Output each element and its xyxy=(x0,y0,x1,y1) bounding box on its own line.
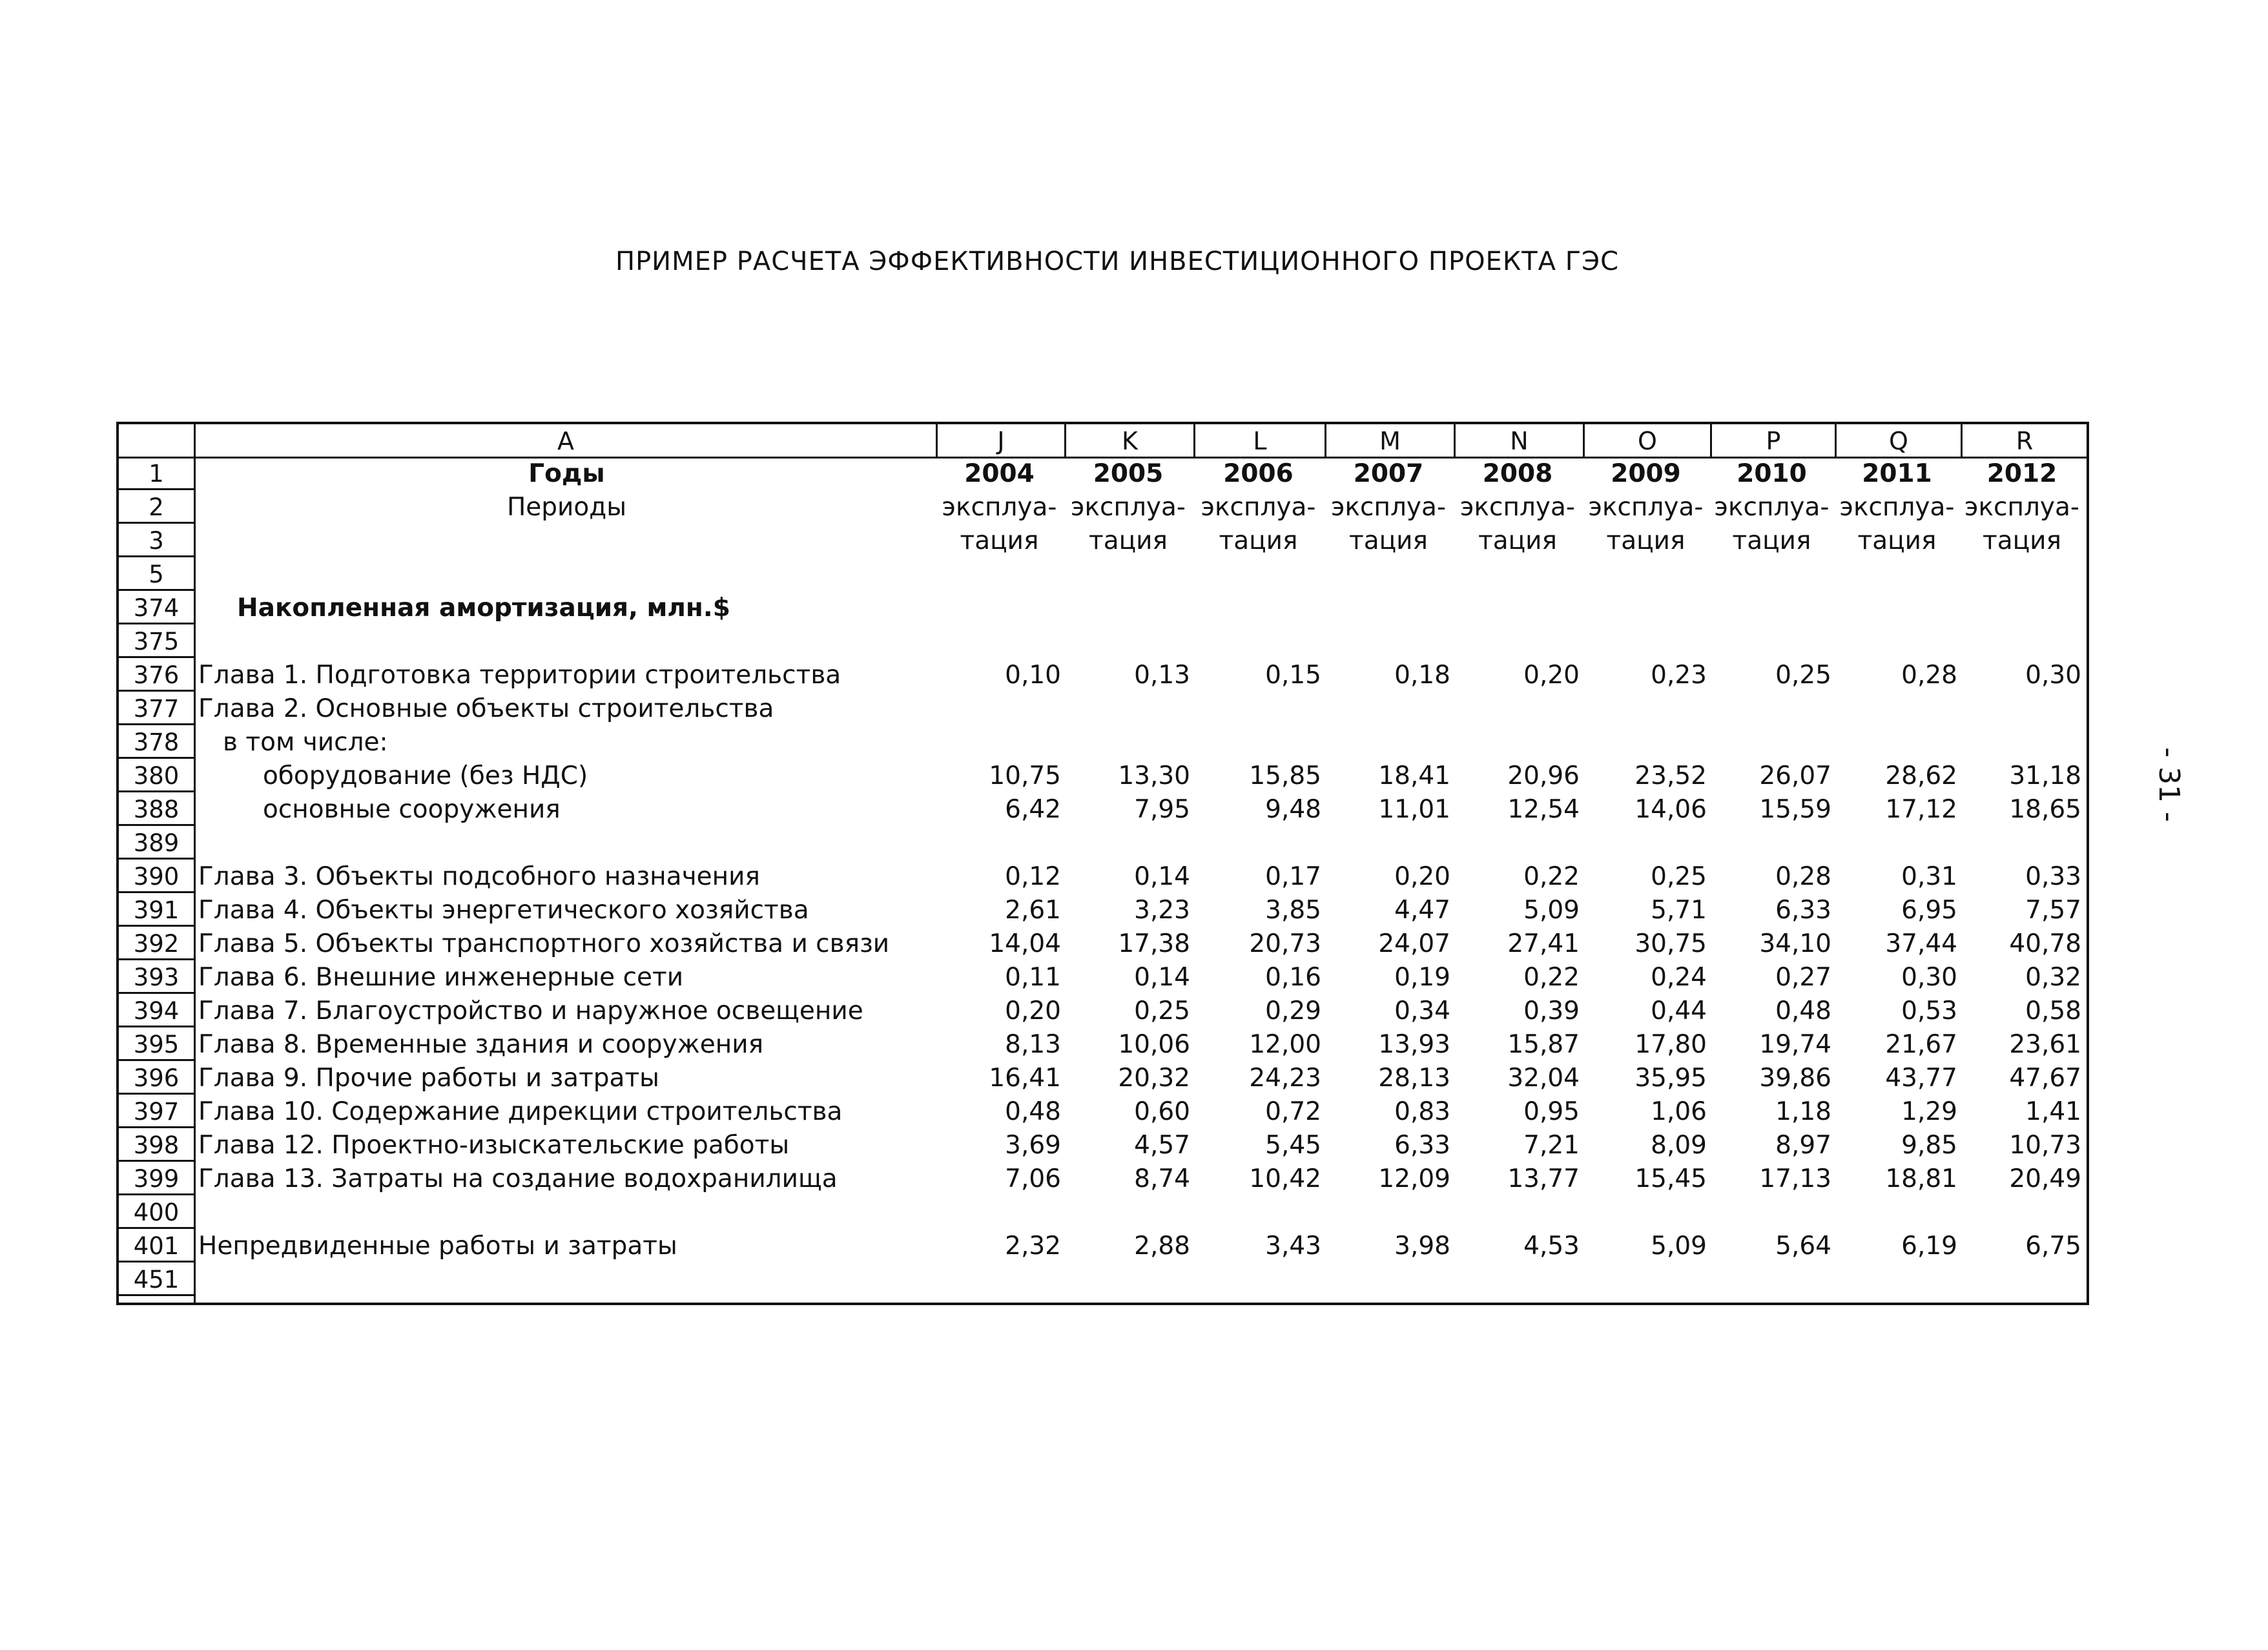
value-cell: тация xyxy=(1857,526,1937,555)
value-cell: 2008 xyxy=(1482,459,1553,488)
row-number[interactable]: 401 xyxy=(119,1229,194,1263)
value-cell: 30,75 xyxy=(1634,929,1707,958)
value-cell: 12,09 xyxy=(1378,1164,1450,1193)
table-row xyxy=(196,960,2087,994)
value-cell: тация xyxy=(1349,526,1428,555)
value-cell: 0,53 xyxy=(1901,996,1957,1026)
row-number-column xyxy=(119,457,196,1303)
column-header-q[interactable]: Q xyxy=(1837,424,1963,457)
value-cell: 18,81 xyxy=(1885,1164,1957,1193)
value-cell: 6,19 xyxy=(1901,1232,1957,1261)
value-cell: 0,28 xyxy=(1775,862,1831,891)
value-cell: 8,13 xyxy=(1005,1030,1061,1059)
value-cell: 2,32 xyxy=(1005,1232,1061,1261)
value-cell: 0,32 xyxy=(2025,963,2081,992)
value-cell: эксплуа- xyxy=(1839,493,1955,522)
row-number[interactable]: 388 xyxy=(119,792,194,826)
value-cell: тация xyxy=(1478,526,1557,555)
value-cell: 0,19 xyxy=(1394,963,1450,992)
value-cell: 3,23 xyxy=(1134,896,1190,925)
value-cell: эксплуа- xyxy=(1071,493,1186,522)
row-number[interactable]: 5 xyxy=(119,557,194,591)
row-label: оборудование (без НДС) xyxy=(263,761,588,790)
value-cell: 0,15 xyxy=(1265,661,1321,690)
value-cell: 6,33 xyxy=(1775,896,1831,925)
table-row xyxy=(196,1027,2087,1061)
value-cell: 19,74 xyxy=(1759,1030,1831,1059)
periods-label: Периоды xyxy=(506,493,627,522)
value-cell: 0,12 xyxy=(1005,862,1061,891)
table-row xyxy=(196,1095,2087,1128)
value-cell: 0,11 xyxy=(1005,963,1061,992)
spreadsheet-table xyxy=(116,422,2089,1305)
value-cell: 21,67 xyxy=(1885,1030,1957,1059)
value-cell: 13,30 xyxy=(1118,761,1190,790)
row-label: Непредвиденные работы и затраты xyxy=(198,1232,677,1261)
value-cell: 0,20 xyxy=(1394,862,1450,891)
value-cell: 0,28 xyxy=(1901,661,1957,690)
row-number[interactable]: 380 xyxy=(119,759,194,792)
row-label: Глава 7. Благоустройство и наружное освещение xyxy=(198,996,863,1026)
value-cell: 0,95 xyxy=(1523,1097,1580,1126)
value-cell: 0,14 xyxy=(1134,862,1190,891)
value-cell: 0,31 xyxy=(1901,862,1957,891)
value-cell: 0,30 xyxy=(2025,661,2081,690)
value-cell: 8,97 xyxy=(1775,1131,1831,1160)
column-header-l[interactable]: L xyxy=(1195,424,1326,457)
row-number[interactable]: 392 xyxy=(119,927,194,960)
row-number[interactable]: 391 xyxy=(119,893,194,927)
row-number[interactable]: 393 xyxy=(119,960,194,994)
value-cell: 10,75 xyxy=(989,761,1061,790)
value-cell: 1,41 xyxy=(2025,1097,2081,1126)
row-number[interactable]: 398 xyxy=(119,1128,194,1162)
table-row xyxy=(196,692,2087,725)
value-cell: 5,64 xyxy=(1775,1232,1831,1261)
row-label: Глава 2. Основные объекты строительства xyxy=(198,694,774,723)
value-cell: 3,69 xyxy=(1005,1131,1061,1160)
value-cell: 12,54 xyxy=(1507,795,1580,824)
value-cell: 0,48 xyxy=(1775,996,1831,1026)
value-cell: 34,10 xyxy=(1759,929,1831,958)
value-cell: 20,96 xyxy=(1507,761,1580,790)
value-cell: 4,47 xyxy=(1394,896,1450,925)
value-cell: 0,20 xyxy=(1523,661,1580,690)
value-cell: 7,57 xyxy=(2025,896,2081,925)
table-row xyxy=(196,658,2087,692)
value-cell: 8,09 xyxy=(1651,1131,1707,1160)
row-number[interactable]: 390 xyxy=(119,860,194,893)
value-cell: 16,41 xyxy=(989,1064,1061,1093)
value-cell: 0,58 xyxy=(2025,996,2081,1026)
value-cell: 5,09 xyxy=(1651,1232,1707,1261)
value-cell: 10,73 xyxy=(2009,1131,2081,1160)
value-cell: эксплуа- xyxy=(1331,493,1446,522)
value-cell: 12,00 xyxy=(1249,1030,1321,1059)
column-header-p[interactable]: P xyxy=(1712,424,1837,457)
table-row xyxy=(196,1162,2087,1195)
value-cell: 0,83 xyxy=(1394,1097,1450,1126)
value-cell: 0,24 xyxy=(1651,963,1707,992)
row-label: Глава 10. Содержание дирекции строительства xyxy=(198,1097,843,1126)
value-cell: 15,85 xyxy=(1249,761,1321,790)
row-label: Глава 4. Объекты энергетического хозяйства xyxy=(198,896,809,925)
periods-row-continued xyxy=(196,524,2087,557)
column-header-o[interactable]: O xyxy=(1585,424,1712,457)
value-cell: 47,67 xyxy=(2009,1064,2081,1093)
value-cell: 0,17 xyxy=(1265,862,1321,891)
column-header-n[interactable]: N xyxy=(1456,424,1585,457)
value-cell: 2007 xyxy=(1353,459,1424,488)
row-label: Глава 1. Подготовка территории строительства xyxy=(198,661,841,690)
value-cell: 27,41 xyxy=(1507,929,1580,958)
column-header-r[interactable]: R xyxy=(2015,427,2034,455)
value-cell: тация xyxy=(1606,526,1686,555)
value-cell: 23,61 xyxy=(2009,1030,2081,1059)
value-cell: 2005 xyxy=(1093,459,1164,488)
value-cell: 0,25 xyxy=(1651,862,1707,891)
row-label: Глава 6. Внешние инженерные сети xyxy=(198,963,684,992)
value-cell: 17,13 xyxy=(1759,1164,1831,1193)
value-cell: 0,33 xyxy=(2025,862,2081,891)
value-cell: 0,48 xyxy=(1005,1097,1061,1126)
row-label: Глава 13. Затраты на создание водохранилища xyxy=(198,1164,838,1193)
value-cell: 40,78 xyxy=(2009,929,2081,958)
row-number[interactable]: 1 xyxy=(119,457,194,490)
column-header-m[interactable]: M xyxy=(1326,424,1456,457)
value-cell: 0,60 xyxy=(1134,1097,1190,1126)
value-cell: 15,87 xyxy=(1507,1030,1580,1059)
value-cell: 39,86 xyxy=(1759,1064,1831,1093)
value-cell: 0,23 xyxy=(1651,661,1707,690)
value-cell: 0,39 xyxy=(1523,996,1580,1026)
row-number[interactable]: 378 xyxy=(119,725,194,759)
years-row xyxy=(196,457,2087,490)
value-cell: 0,13 xyxy=(1134,661,1190,690)
row-number[interactable]: 377 xyxy=(119,692,194,725)
value-cell: 18,65 xyxy=(2009,795,2081,824)
table-row xyxy=(196,927,2087,960)
column-header-k[interactable]: K xyxy=(1066,424,1195,457)
periods-row xyxy=(196,490,2087,524)
value-cell: 2012 xyxy=(1986,459,2057,488)
value-cell: 0,18 xyxy=(1394,661,1450,690)
value-cell: 0,72 xyxy=(1265,1097,1321,1126)
page-number: - 31 - xyxy=(2152,747,2185,822)
value-cell: 31,18 xyxy=(2009,761,2081,790)
table-row xyxy=(196,792,2087,826)
value-cell: 4,53 xyxy=(1523,1232,1580,1261)
value-cell: 0,34 xyxy=(1394,996,1450,1026)
value-cell: 43,77 xyxy=(1885,1064,1957,1093)
value-cell: 15,59 xyxy=(1759,795,1831,824)
value-cell: 0,16 xyxy=(1265,963,1321,992)
value-cell: 20,49 xyxy=(2009,1164,2081,1193)
value-cell: 14,04 xyxy=(989,929,1061,958)
value-cell: 0,27 xyxy=(1775,963,1831,992)
value-cell: 6,75 xyxy=(2025,1232,2081,1261)
value-cell: 3,43 xyxy=(1265,1232,1321,1261)
row-number[interactable]: 3 xyxy=(119,524,194,557)
value-cell: 14,06 xyxy=(1634,795,1707,824)
row-number[interactable]: 389 xyxy=(119,826,194,860)
value-cell: 5,09 xyxy=(1523,896,1580,925)
value-cell: тация xyxy=(1219,526,1298,555)
value-cell: 2004 xyxy=(964,459,1035,488)
value-cell: 7,21 xyxy=(1523,1131,1580,1160)
value-cell: 6,95 xyxy=(1901,896,1957,925)
value-cell: 5,71 xyxy=(1651,896,1707,925)
value-cell: 2011 xyxy=(1862,459,1932,488)
value-cell: 0,22 xyxy=(1523,963,1580,992)
column-header-a[interactable]: A xyxy=(196,424,938,457)
value-cell: 2006 xyxy=(1223,459,1294,488)
row-number[interactable]: 396 xyxy=(119,1061,194,1095)
row-number[interactable]: 399 xyxy=(119,1162,194,1195)
table-row xyxy=(196,759,2087,792)
value-cell: тация xyxy=(1732,526,1811,555)
row-number[interactable]: 374 xyxy=(119,591,194,624)
value-cell: 24,07 xyxy=(1378,929,1450,958)
value-cell: 28,13 xyxy=(1378,1064,1450,1093)
row-number[interactable]: 2 xyxy=(119,490,194,524)
value-cell: 10,06 xyxy=(1118,1030,1190,1059)
value-cell: 13,93 xyxy=(1378,1030,1450,1059)
value-cell: 24,23 xyxy=(1249,1064,1321,1093)
row-number[interactable]: 394 xyxy=(119,994,194,1027)
value-cell: 6,33 xyxy=(1394,1131,1450,1160)
value-cell: 8,74 xyxy=(1134,1164,1190,1193)
table-row xyxy=(196,1128,2087,1162)
value-cell: 9,48 xyxy=(1265,795,1321,824)
value-cell: 17,38 xyxy=(1118,929,1190,958)
value-cell: эксплуа- xyxy=(1460,493,1575,522)
value-cell: 11,01 xyxy=(1378,795,1450,824)
value-cell: 37,44 xyxy=(1885,929,1957,958)
value-cell: 7,95 xyxy=(1134,795,1190,824)
value-cell: 20,73 xyxy=(1249,929,1321,958)
value-cell: 13,77 xyxy=(1507,1164,1580,1193)
row-number[interactable]: 397 xyxy=(119,1095,194,1128)
value-cell: 0,44 xyxy=(1651,996,1707,1026)
row-number[interactable]: 376 xyxy=(119,658,194,692)
value-cell: тация xyxy=(1089,526,1168,555)
value-cell: 2,88 xyxy=(1134,1232,1190,1261)
value-cell: 7,06 xyxy=(1005,1164,1061,1193)
row-label: Глава 8. Временные здания и сооружения xyxy=(198,1030,764,1059)
value-cell: 1,06 xyxy=(1651,1097,1707,1126)
row-label: Глава 9. Прочие работы и затраты xyxy=(198,1064,659,1093)
value-cell: 0,20 xyxy=(1005,996,1061,1026)
value-cell: 1,29 xyxy=(1901,1097,1957,1126)
value-cell: 15,45 xyxy=(1634,1164,1707,1193)
value-cell: 26,07 xyxy=(1759,761,1831,790)
table-row xyxy=(196,860,2087,893)
value-cell: 4,57 xyxy=(1134,1131,1190,1160)
value-cell: 10,42 xyxy=(1249,1164,1321,1193)
value-cell: 23,52 xyxy=(1634,761,1707,790)
table-row xyxy=(196,1229,2087,1263)
table-row xyxy=(196,994,2087,1027)
section-title: Накопленная амортизация, млн.$ xyxy=(237,593,730,623)
value-cell: 3,85 xyxy=(1265,896,1321,925)
value-cell: 0,25 xyxy=(1775,661,1831,690)
column-header-j[interactable]: J xyxy=(938,424,1066,457)
value-cell: 2010 xyxy=(1737,459,1807,488)
value-cell: 0,22 xyxy=(1523,862,1580,891)
section-title-row xyxy=(196,591,2087,624)
value-cell: 20,32 xyxy=(1118,1064,1190,1093)
row-label: в том числе: xyxy=(223,728,388,757)
row-label: Глава 12. Проектно-изыскательские работы xyxy=(198,1131,790,1160)
value-cell: 5,45 xyxy=(1265,1131,1321,1160)
table-row xyxy=(196,1061,2087,1095)
value-cell: 0,29 xyxy=(1265,996,1321,1026)
value-cell: 0,25 xyxy=(1134,996,1190,1026)
row-number[interactable]: 451 xyxy=(119,1263,194,1296)
value-cell: 17,80 xyxy=(1634,1030,1707,1059)
document-title: ПРИМЕР РАСЧЕТА ЭФФЕКТИВНОСТИ ИНВЕСТИЦИОННОГО ПРОЕКТА ГЭС xyxy=(615,247,1619,276)
column-header-row xyxy=(119,424,2087,459)
value-cell: 2009 xyxy=(1611,459,1681,488)
table-row xyxy=(196,725,2087,759)
years-label: Годы xyxy=(528,459,605,488)
row-label: Глава 3. Объекты подсобного назначения xyxy=(198,862,760,891)
value-cell: 0,30 xyxy=(1901,963,1957,992)
value-cell: тация xyxy=(1983,526,2061,555)
row-number[interactable]: 395 xyxy=(119,1027,194,1061)
value-cell: 28,62 xyxy=(1885,761,1957,790)
value-cell: эксплуа- xyxy=(942,493,1057,522)
value-cell: 32,04 xyxy=(1507,1064,1580,1093)
value-cell: 35,95 xyxy=(1634,1064,1707,1093)
value-cell: эксплуа- xyxy=(1964,493,2079,522)
value-cell: 0,14 xyxy=(1134,963,1190,992)
value-cell: тация xyxy=(960,526,1039,555)
value-cell: 9,85 xyxy=(1901,1131,1957,1160)
value-cell: 3,98 xyxy=(1394,1232,1450,1261)
value-cell: эксплуа- xyxy=(1588,493,1704,522)
value-cell: 17,12 xyxy=(1885,795,1957,824)
row-label: основные сооружения xyxy=(263,795,561,824)
corner-cell[interactable] xyxy=(119,424,196,457)
row-number[interactable]: 375 xyxy=(119,624,194,658)
value-cell: 6,42 xyxy=(1005,795,1061,824)
row-number[interactable]: 400 xyxy=(119,1195,194,1229)
value-cell: 18,41 xyxy=(1378,761,1450,790)
value-cell: 2,61 xyxy=(1005,896,1061,925)
value-cell: эксплуа- xyxy=(1201,493,1316,522)
row-label: Глава 5. Объекты транспортного хозяйства и связи xyxy=(198,929,890,958)
value-cell: 1,18 xyxy=(1775,1097,1831,1126)
table-row xyxy=(196,893,2087,927)
value-cell: 0,10 xyxy=(1005,661,1061,690)
value-cell: эксплуа- xyxy=(1714,493,1830,522)
